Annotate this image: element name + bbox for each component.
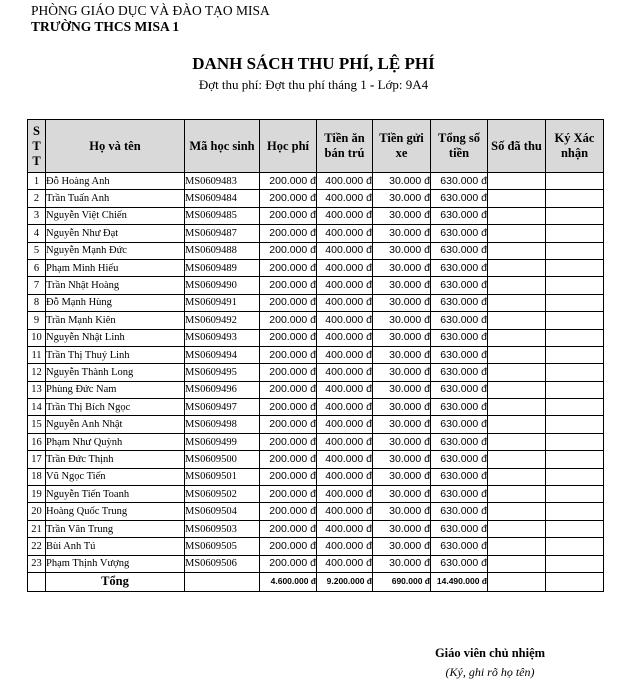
cell-student-name: Phạm Minh Hiếu (46, 259, 185, 276)
cell-student-code: MS0609489 (185, 259, 260, 276)
table-row (28, 242, 604, 259)
cell-total: 630.000 đ (431, 190, 488, 207)
cell-stt: 3 (28, 207, 46, 224)
cell-stt: 2 (28, 190, 46, 207)
cell-student-name: Nguyễn Việt Chiến (46, 207, 185, 224)
period-label: Đợt thu phí: Đợt thu phí tháng 1 (198, 77, 367, 92)
table-row (28, 555, 604, 572)
cell-confirm (546, 329, 604, 346)
cell-meal: 400.000 đ (317, 364, 373, 381)
total-parking: 690.000 đ (373, 572, 431, 591)
cell-tuition: 200.000 đ (260, 381, 317, 398)
cell-total: 630.000 đ (431, 555, 488, 572)
cell-confirm (546, 277, 604, 294)
cell-meal: 400.000 đ (317, 277, 373, 294)
cell-total: 630.000 đ (431, 433, 488, 450)
cell-collected (488, 294, 546, 311)
cell-collected (488, 433, 546, 450)
cell-total: 630.000 đ (431, 520, 488, 537)
cell-student-code: MS0609506 (185, 555, 260, 572)
cell-meal: 400.000 đ (317, 503, 373, 520)
column-header-confirm (546, 120, 604, 173)
cell-stt: 8 (28, 294, 46, 311)
cell-tuition: 200.000 đ (260, 329, 317, 346)
cell-student-code: MS0609495 (185, 364, 260, 381)
cell-tuition: 200.000 đ (260, 486, 317, 503)
cell-parking: 30.000 đ (373, 207, 431, 224)
cell-collected (488, 555, 546, 572)
table-row (28, 486, 604, 503)
cell-total: 630.000 đ (431, 364, 488, 381)
cell-meal: 400.000 đ (317, 433, 373, 450)
cell-stt: 6 (28, 259, 46, 276)
cell-confirm (546, 242, 604, 259)
cell-stt: 9 (28, 312, 46, 329)
cell-parking: 30.000 đ (373, 173, 431, 190)
cell-collected (488, 468, 546, 485)
cell-total: 630.000 đ (431, 294, 488, 311)
table-row (28, 329, 604, 346)
table-footer (28, 572, 604, 591)
total-code-cell (185, 572, 260, 591)
cell-parking: 30.000 đ (373, 294, 431, 311)
cell-stt: 19 (28, 486, 46, 503)
column-header-stt (28, 120, 46, 173)
table-row (28, 538, 604, 555)
table-row (28, 259, 604, 276)
column-header-meal (317, 120, 373, 173)
cell-meal: 400.000 đ (317, 294, 373, 311)
cell-student-code: MS0609504 (185, 503, 260, 520)
cell-student-code: MS0609484 (185, 190, 260, 207)
table-header (28, 120, 604, 173)
cell-parking: 30.000 đ (373, 433, 431, 450)
cell-parking: 30.000 đ (373, 555, 431, 572)
cell-student-name: Trần Đức Thịnh (46, 451, 185, 468)
cell-student-name: Trần Thị Thuý Linh (46, 346, 185, 363)
cell-confirm (546, 259, 604, 276)
cell-student-name: Bùi Anh Tú (46, 538, 185, 555)
table-row (28, 225, 604, 242)
cell-collected (488, 173, 546, 190)
cell-confirm (546, 468, 604, 485)
cell-collected (488, 416, 546, 433)
cell-tuition: 200.000 đ (260, 277, 317, 294)
cell-total: 630.000 đ (431, 259, 488, 276)
column-header-tuition: Học phí (260, 120, 317, 173)
total-confirm (546, 572, 604, 591)
total-label: Tổng (46, 572, 185, 591)
cell-student-name: Nguyễn Nhật Linh (46, 329, 185, 346)
cell-confirm (546, 520, 604, 537)
cell-tuition: 200.000 đ (260, 294, 317, 311)
cell-meal: 400.000 đ (317, 173, 373, 190)
cell-stt: 17 (28, 451, 46, 468)
cell-meal: 400.000 đ (317, 346, 373, 363)
total-collected (488, 572, 546, 591)
cell-collected (488, 190, 546, 207)
cell-meal: 400.000 đ (317, 242, 373, 259)
cell-stt: 1 (28, 173, 46, 190)
cell-collected (488, 364, 546, 381)
cell-collected (488, 451, 546, 468)
cell-collected (488, 225, 546, 242)
cell-student-name: Nguyễn Tiến Toanh (46, 486, 185, 503)
cell-confirm (546, 225, 604, 242)
cell-meal: 400.000 đ (317, 486, 373, 503)
cell-tuition: 200.000 đ (260, 242, 317, 259)
cell-student-name: Trần Nhật Hoàng (46, 277, 185, 294)
table-row (28, 416, 604, 433)
cell-confirm (546, 486, 604, 503)
table-row (28, 503, 604, 520)
cell-student-name: Phạm Thịnh Vượng (46, 555, 185, 572)
cell-total: 630.000 đ (431, 503, 488, 520)
cell-stt: 23 (28, 555, 46, 572)
table-row (28, 190, 604, 207)
cell-parking: 30.000 đ (373, 346, 431, 363)
cell-tuition: 200.000 đ (260, 451, 317, 468)
cell-stt: 11 (28, 346, 46, 363)
cell-tuition: 200.000 đ (260, 173, 317, 190)
cell-total: 630.000 đ (431, 207, 488, 224)
signature-title: Giáo viên chủ nhiệm (434, 646, 546, 660)
cell-confirm (546, 555, 604, 572)
cell-confirm (546, 538, 604, 555)
cell-student-name: Phùng Đức Nam (46, 381, 185, 398)
cell-tuition: 200.000 đ (260, 555, 317, 572)
cell-stt: 4 (28, 225, 46, 242)
cell-meal: 400.000 đ (317, 329, 373, 346)
cell-parking: 30.000 đ (373, 225, 431, 242)
cell-tuition: 200.000 đ (260, 433, 317, 450)
cell-total: 630.000 đ (431, 312, 488, 329)
cell-parking: 30.000 đ (373, 277, 431, 294)
signature-note: (Ký, ghi rõ họ tên) (445, 665, 535, 679)
cell-student-name: Trần Tuấn Anh (46, 190, 185, 207)
cell-confirm (546, 451, 604, 468)
cell-stt: 21 (28, 520, 46, 537)
header-line: tiền (448, 146, 470, 160)
cell-total: 630.000 đ (431, 381, 488, 398)
cell-student-code: MS0609496 (185, 381, 260, 398)
cell-total: 630.000 đ (431, 399, 488, 416)
cell-student-code: MS0609498 (185, 416, 260, 433)
cell-total: 630.000 đ (431, 242, 488, 259)
cell-meal: 400.000 đ (317, 555, 373, 572)
cell-stt: 13 (28, 381, 46, 398)
table-row (28, 520, 604, 537)
cell-parking: 30.000 đ (373, 486, 431, 503)
document-subtitle (0, 77, 627, 93)
cell-meal: 400.000 đ (317, 225, 373, 242)
header-line: nhận (560, 146, 589, 160)
total-meal: 9.200.000 đ (317, 572, 373, 591)
cell-tuition: 200.000 đ (260, 346, 317, 363)
total-tuition: 4.600.000 đ (260, 572, 317, 591)
cell-student-code: MS0609497 (185, 399, 260, 416)
cell-tuition: 200.000 đ (260, 538, 317, 555)
cell-parking: 30.000 đ (373, 451, 431, 468)
cell-collected (488, 346, 546, 363)
department-name: PHÒNG GIÁO DỤC VÀ ĐÀO TẠO MISA (31, 3, 270, 18)
cell-student-code: MS0609499 (185, 433, 260, 450)
cell-tuition: 200.000 đ (260, 207, 317, 224)
cell-total: 630.000 đ (431, 451, 488, 468)
cell-parking: 30.000 đ (373, 329, 431, 346)
cell-tuition: 200.000 đ (260, 364, 317, 381)
cell-confirm (546, 190, 604, 207)
column-header-name: Họ và tên (46, 120, 185, 173)
cell-total: 630.000 đ (431, 468, 488, 485)
cell-parking: 30.000 đ (373, 468, 431, 485)
total-row (28, 572, 604, 591)
cell-student-name: Trần Mạnh Kiên (46, 312, 185, 329)
cell-meal: 400.000 đ (317, 416, 373, 433)
cell-collected (488, 381, 546, 398)
cell-meal: 400.000 đ (317, 207, 373, 224)
cell-collected (488, 329, 546, 346)
cell-meal: 400.000 đ (317, 468, 373, 485)
cell-meal: 400.000 đ (317, 312, 373, 329)
column-header-student-code: Mã học sinh (185, 120, 260, 173)
cell-collected (488, 207, 546, 224)
cell-student-name: Đỗ Hoàng Anh (46, 173, 185, 190)
cell-student-code: MS0609501 (185, 468, 260, 485)
cell-collected (488, 312, 546, 329)
cell-meal: 400.000 đ (317, 399, 373, 416)
cell-tuition: 200.000 đ (260, 468, 317, 485)
cell-total: 630.000 đ (431, 225, 488, 242)
cell-parking: 30.000 đ (373, 416, 431, 433)
column-header-total (431, 120, 488, 173)
cell-total: 630.000 đ (431, 486, 488, 503)
cell-parking: 30.000 đ (373, 381, 431, 398)
fee-table (27, 119, 604, 592)
cell-stt: 16 (28, 433, 46, 450)
cell-confirm (546, 433, 604, 450)
table-row (28, 294, 604, 311)
table-row (28, 433, 604, 450)
cell-student-code: MS0609483 (185, 173, 260, 190)
cell-meal: 400.000 đ (317, 520, 373, 537)
cell-collected (488, 486, 546, 503)
cell-parking: 30.000 đ (373, 520, 431, 537)
table-row (28, 364, 604, 381)
cell-student-code: MS0609493 (185, 329, 260, 346)
cell-total: 630.000 đ (431, 538, 488, 555)
cell-confirm (546, 173, 604, 190)
cell-stt: 20 (28, 503, 46, 520)
class-label: Lớp: 9A4 (377, 77, 429, 92)
cell-tuition: 200.000 đ (260, 259, 317, 276)
cell-collected (488, 503, 546, 520)
subtitle-separator: - (366, 77, 378, 92)
cell-student-code: MS0609490 (185, 277, 260, 294)
document-title: DANH SÁCH THU PHÍ, LỆ PHÍ (192, 54, 435, 73)
table-body (28, 173, 604, 573)
table-row (28, 381, 604, 398)
cell-confirm (546, 364, 604, 381)
cell-stt: 15 (28, 416, 46, 433)
cell-parking: 30.000 đ (373, 503, 431, 520)
cell-collected (488, 259, 546, 276)
total-amount: 14.490.000 đ (431, 572, 488, 591)
cell-student-name: Trần Văn Trung (46, 520, 185, 537)
cell-stt: 5 (28, 242, 46, 259)
cell-student-code: MS0609487 (185, 225, 260, 242)
cell-total: 630.000 đ (431, 173, 488, 190)
cell-collected (488, 242, 546, 259)
cell-total: 630.000 đ (431, 416, 488, 433)
table-row (28, 207, 604, 224)
cell-student-code: MS0609491 (185, 294, 260, 311)
cell-student-code: MS0609505 (185, 538, 260, 555)
school-name: TRƯỜNG THCS MISA 1 (31, 19, 180, 34)
cell-confirm (546, 346, 604, 363)
header-line: Ký Xác (554, 131, 595, 145)
cell-collected (488, 520, 546, 537)
cell-parking: 30.000 đ (373, 312, 431, 329)
cell-confirm (546, 399, 604, 416)
header-line: Tiền gửi (379, 131, 424, 145)
cell-confirm (546, 294, 604, 311)
header-line: bán trú (324, 146, 365, 160)
cell-student-name: Nguyễn Mạnh Đức (46, 242, 185, 259)
cell-student-code: MS0609503 (185, 520, 260, 537)
stt-letter: S (33, 123, 40, 138)
cell-student-code: MS0609500 (185, 451, 260, 468)
cell-stt: 18 (28, 468, 46, 485)
cell-collected (488, 538, 546, 555)
header-line: Tổng số (437, 131, 481, 145)
cell-meal: 400.000 đ (317, 538, 373, 555)
table-row (28, 277, 604, 294)
cell-student-name: Đỗ Mạnh Hùng (46, 294, 185, 311)
header-line: xe (395, 146, 408, 160)
cell-confirm (546, 381, 604, 398)
table-row (28, 173, 604, 190)
cell-total: 630.000 đ (431, 346, 488, 363)
cell-parking: 30.000 đ (373, 190, 431, 207)
cell-tuition: 200.000 đ (260, 503, 317, 520)
cell-stt: 7 (28, 277, 46, 294)
cell-confirm (546, 503, 604, 520)
stt-letter: T (32, 138, 41, 153)
cell-tuition: 200.000 đ (260, 399, 317, 416)
cell-student-name: Nguyễn Như Đạt (46, 225, 185, 242)
cell-parking: 30.000 đ (373, 364, 431, 381)
cell-total: 630.000 đ (431, 277, 488, 294)
cell-collected (488, 399, 546, 416)
cell-tuition: 200.000 đ (260, 190, 317, 207)
cell-confirm (546, 207, 604, 224)
table-row (28, 468, 604, 485)
cell-collected (488, 277, 546, 294)
cell-student-code: MS0609485 (185, 207, 260, 224)
cell-tuition: 200.000 đ (260, 416, 317, 433)
cell-stt: 12 (28, 364, 46, 381)
cell-tuition: 200.000 đ (260, 225, 317, 242)
column-header-parking (373, 120, 431, 173)
total-stt-cell (28, 572, 46, 591)
cell-meal: 400.000 đ (317, 259, 373, 276)
cell-student-name: Hoàng Quốc Trung (46, 503, 185, 520)
cell-stt: 22 (28, 538, 46, 555)
cell-meal: 400.000 đ (317, 190, 373, 207)
cell-stt: 10 (28, 329, 46, 346)
cell-parking: 30.000 đ (373, 399, 431, 416)
cell-parking: 30.000 đ (373, 538, 431, 555)
cell-stt: 14 (28, 399, 46, 416)
table-row (28, 399, 604, 416)
header-line: Tiền ăn (324, 131, 365, 145)
cell-student-code: MS0609492 (185, 312, 260, 329)
table-row (28, 346, 604, 363)
table-row (28, 451, 604, 468)
cell-parking: 30.000 đ (373, 242, 431, 259)
cell-parking: 30.000 đ (373, 259, 431, 276)
cell-meal: 400.000 đ (317, 381, 373, 398)
cell-meal: 400.000 đ (317, 451, 373, 468)
cell-total: 630.000 đ (431, 329, 488, 346)
cell-student-name: Nguyễn Anh Nhật (46, 416, 185, 433)
cell-student-code: MS0609488 (185, 242, 260, 259)
stt-letter: T (32, 153, 41, 168)
cell-student-name: Phạm Như Quỳnh (46, 433, 185, 450)
cell-student-code: MS0609494 (185, 346, 260, 363)
cell-student-code: MS0609502 (185, 486, 260, 503)
column-header-collected: Số đã thu (488, 120, 546, 173)
cell-tuition: 200.000 đ (260, 520, 317, 537)
cell-student-name: Vũ Ngọc Tiến (46, 468, 185, 485)
cell-tuition: 200.000 đ (260, 312, 317, 329)
cell-confirm (546, 312, 604, 329)
cell-student-name: Nguyễn Thành Long (46, 364, 185, 381)
cell-confirm (546, 416, 604, 433)
cell-student-name: Trần Thị Bích Ngọc (46, 399, 185, 416)
table-row (28, 312, 604, 329)
